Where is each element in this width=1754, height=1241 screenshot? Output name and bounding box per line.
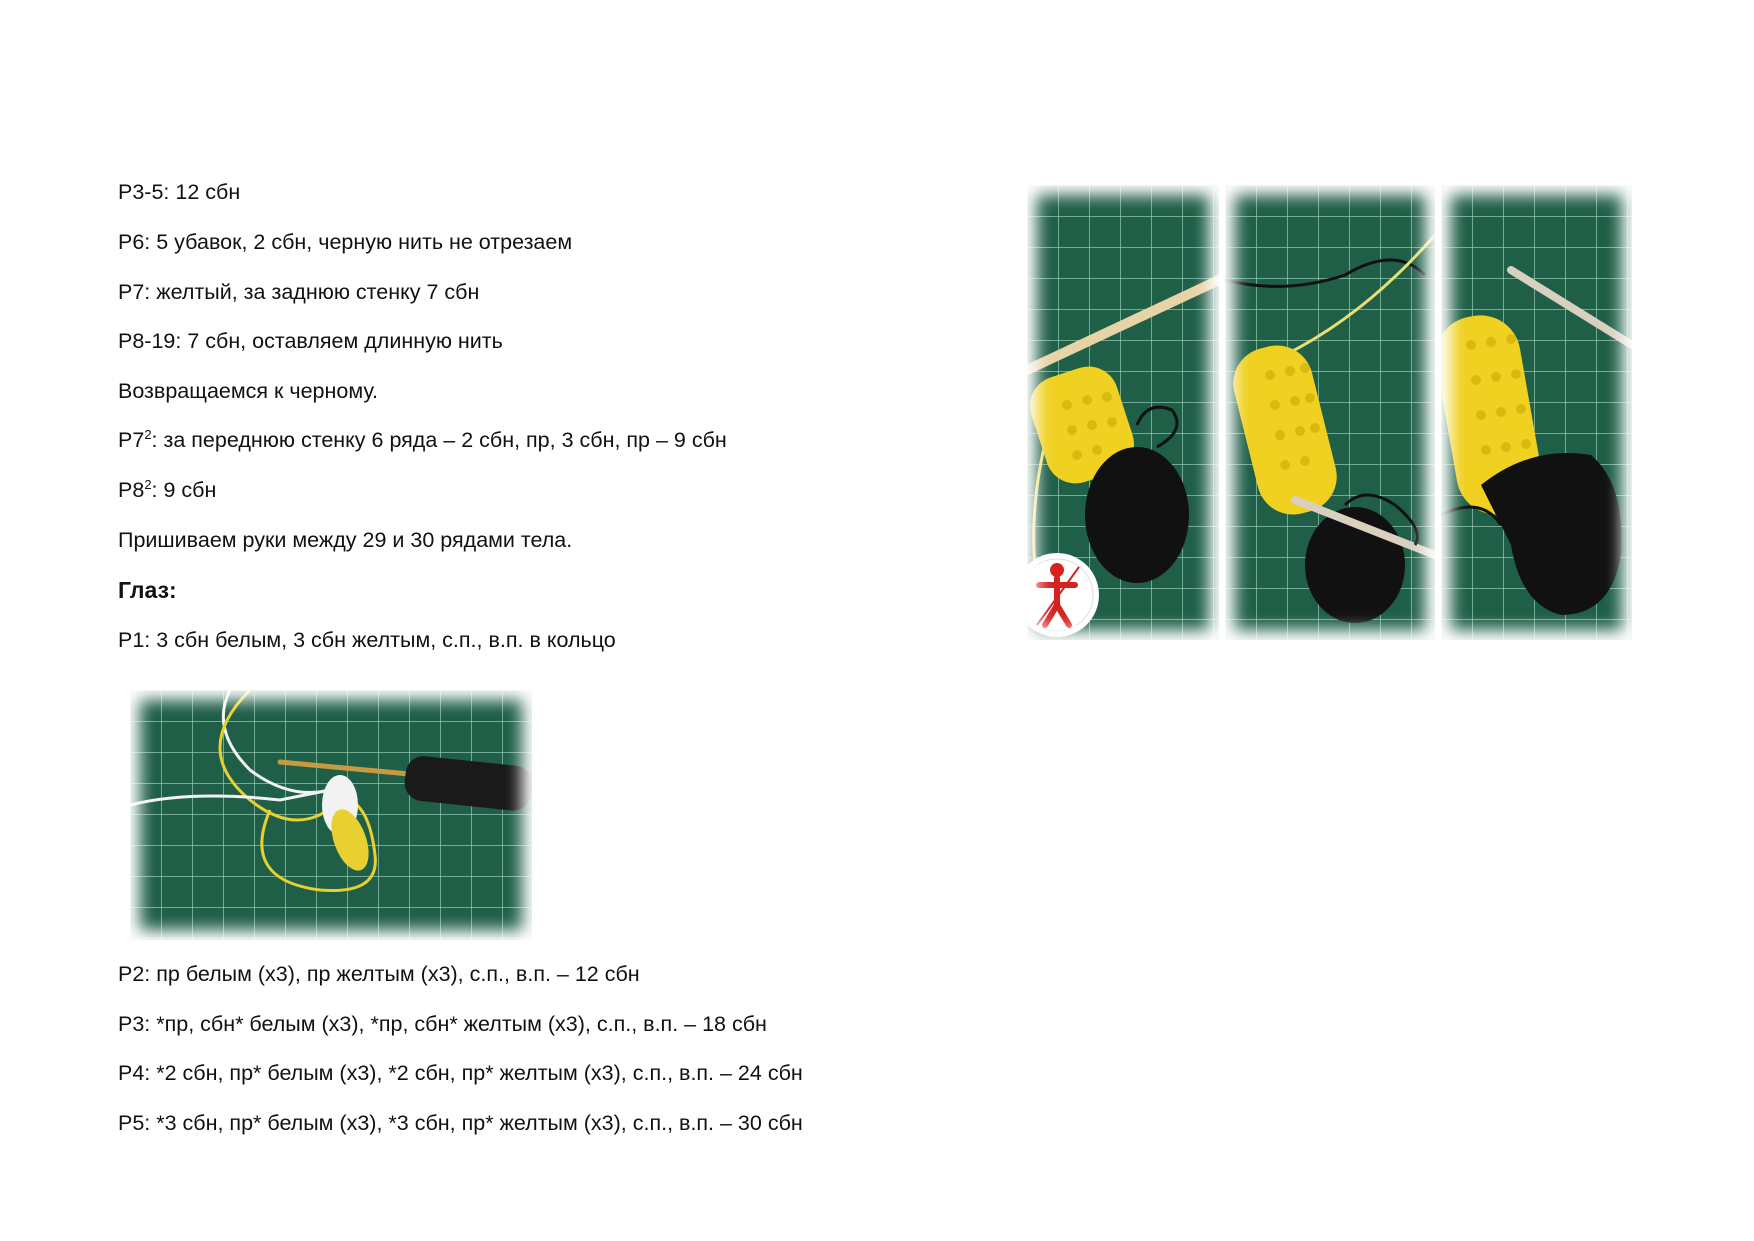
r8b-superscript: 2 [144,477,152,492]
section-heading-eye: Глаз: [118,577,177,603]
text-line-r8-19: Р8-19: 7 сбн, оставляем длинную нить [118,329,503,353]
r7b-superscript: 2 [144,427,152,442]
text-line-r8-second [118,476,216,504]
r7b-rest: : за переднюю стенку 6 ряда – 2 сбн, пр, 3 сбн, пр – 9 сбн [151,428,727,452]
photo-eye-ring [130,690,532,940]
r8b-prefix: Р8 [118,478,145,502]
text-line-p3: Р3: *пр, сбн* белым (х3), *пр, сбн* желтым (х3), с.п., в.п. – 18 сбн [118,1012,767,1036]
text-line-r7-second [118,426,727,454]
text-line-return-black: Возвращаемся к черному. [118,379,378,403]
text-line-p4: Р4: *2 сбн, пр* белым (х3), *2 сбн, пр* желтым (х3), с.п., в.п. – 24 сбн [118,1061,803,1085]
text-line-p1: Р1: 3 сбн белым, 3 сбн желтым, с.п., в.п. в кольцо [118,628,616,652]
logo-icon [1027,559,1093,631]
text-line-r7: Р7: желтый, за заднюю стенку 7 сбн [118,280,480,304]
r7b-prefix: Р7 [118,428,145,452]
text-line-r6: Р6: 5 убавок, 2 сбн, черную нить не отрезаем [118,230,573,254]
text-line-r3-5: Р3-5: 12 сбн [118,180,241,204]
photo-arm-step-1 [1027,185,1219,640]
photo-arm-step-3 [1441,185,1632,640]
photo-arm-step-2 [1225,185,1435,640]
text-line-sew-arms: Пришиваем руки между 29 и 30 рядами тела. [118,528,573,552]
text-line-p2: Р2: пр белым (х3), пр желтым (х3), с.п., в.п. – 12 сбн [118,962,640,986]
text-line-p5: Р5: *3 сбн, пр* белым (х3), *3 сбн, пр* желтым (х3), с.п., в.п. – 30 сбн [118,1111,803,1135]
r8b-rest: : 9 сбн [151,478,217,502]
